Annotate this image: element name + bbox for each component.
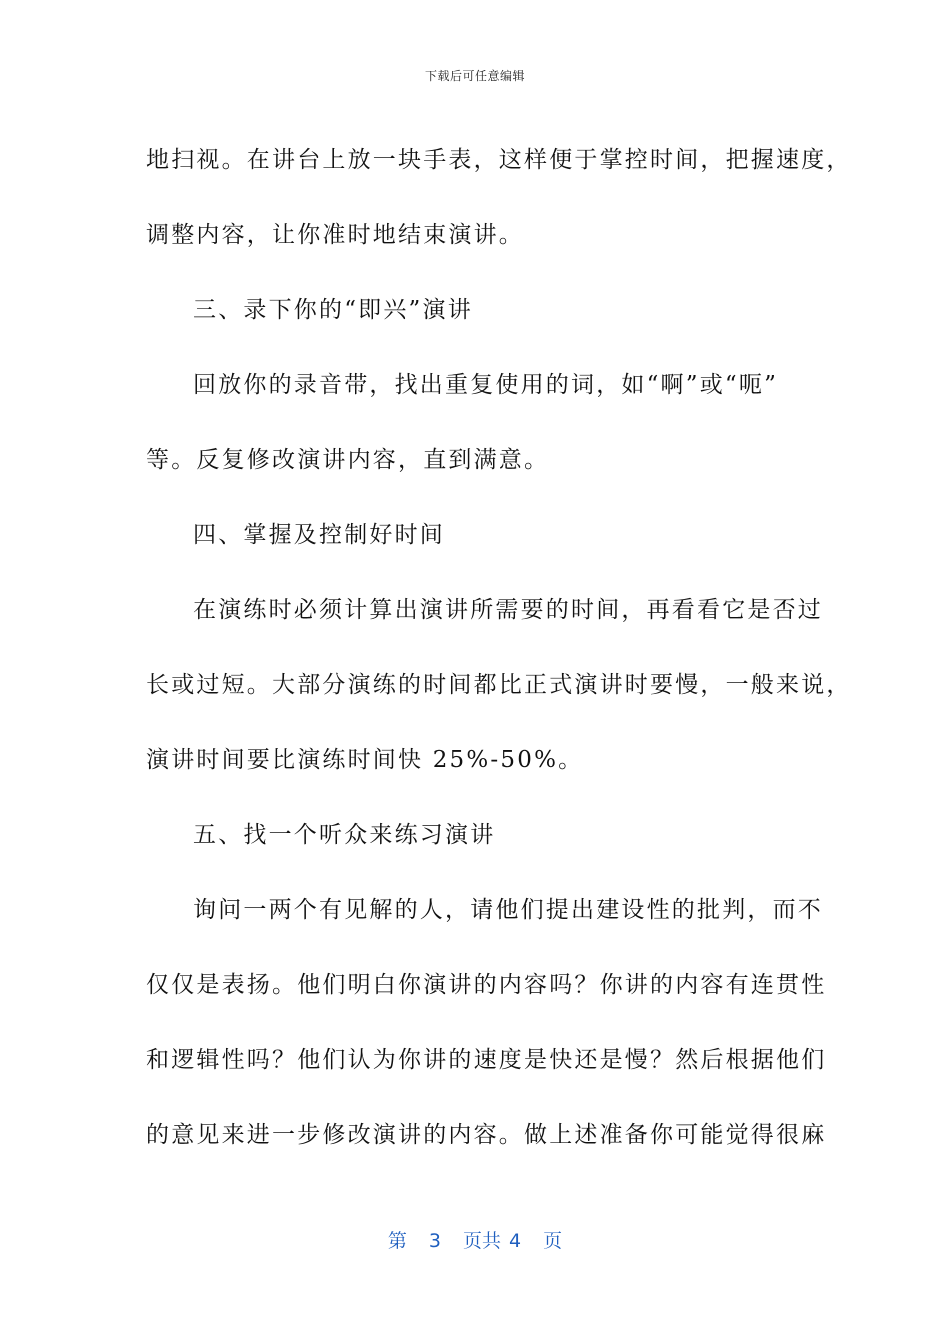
text-line: 演讲时间要比演练时间快 25%-50%。: [146, 747, 584, 773]
header-note: 下载后可任意编辑: [424, 69, 525, 83]
page-footer: [0, 1226, 950, 1253]
text-line: 回放你的录音带，找出重复使用的词，如“啊”或“呃”: [193, 372, 779, 398]
document-body: [146, 123, 852, 1173]
footer-middle: 页共: [462, 1230, 501, 1252]
text-line: 询问一两个有见解的人，请他们提出建设性的批判，而不: [193, 897, 823, 923]
text-line: 等。反复修改演讲内容，直到满意。: [146, 447, 550, 473]
section-heading: 五、找一个听众来练习演讲: [193, 822, 496, 848]
footer-suffix: 页: [543, 1230, 563, 1252]
text-line: 的意见来进一步修改演讲的内容。做上述准备你可能觉得很麻: [146, 1122, 827, 1148]
text-line: 仅仅是表扬。他们明白你演讲的内容吗？你讲的内容有连贯性: [146, 972, 827, 998]
text-line: 和逻辑性吗？他们认为你讲的速度是快还是慢？然后根据他们: [146, 1047, 827, 1073]
section-heading: 三、录下你的“即兴”演讲: [193, 297, 473, 323]
section-heading: 四、掌握及控制好时间: [193, 522, 445, 548]
total-pages-number: 4: [509, 1230, 522, 1252]
current-page-number: 3: [428, 1230, 441, 1252]
text-line: 长或过短。大部分演练的时间都比正式演讲时要慢，一般来说，: [146, 672, 852, 698]
footer-prefix: 第: [387, 1230, 407, 1252]
text-line: 在演练时必须计算出演讲所需要的时间，再看看它是否过: [193, 597, 823, 623]
text-line: 地扫视。在讲台上放一块手表，这样便于掌控时间，把握速度，: [146, 147, 852, 173]
text-line: 调整内容，让你准时地结束演讲。: [146, 222, 524, 248]
